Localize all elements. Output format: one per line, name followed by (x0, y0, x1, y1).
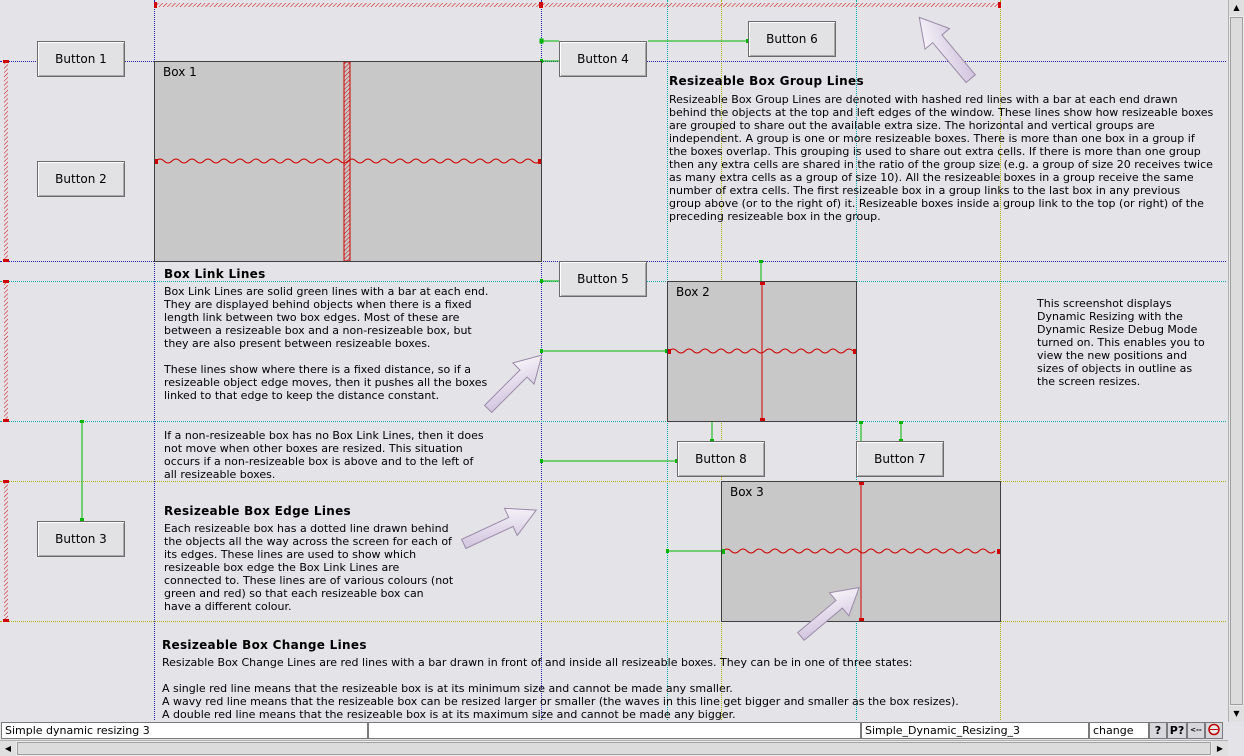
group-lines-body: Resizeable Box Group Lines are denoted with hashed red lines with a bar at each end drawn behind the objects at the top and left edges of the window. These lines show how resizeable boxes are grouped to share out the available extra size. The horizontal and vertical groups are independent. A group is one or more resizeable boxes. There is more than one box in a group if the boxes overlap. This grouping is used to share out extra cells. If there is more than one group then any extra cells are shared in the ratio of the group size (e.g. a group of size 20 receives twice as many extra cells as a group of size 10). All the resizeable boxes in a group receive the same number of extra cells. The first resizeable box in a group links to the last box in any previous group above (or to the right of) it. Resizeable boxes inside a group link to the top (or right) of the preceding resizeable box in the group. (669, 93, 1214, 223)
change-lines-body-3: A wavy red line means that the resizeable box can be resized larger or smaller (the waves in this line get bigger and smaller as the box resizes). (162, 695, 959, 708)
status-name: Simple_Dynamic_Resizing_3 (861, 722, 1089, 739)
button-8[interactable]: Button 8 (677, 441, 765, 477)
vertical-scrollbar[interactable] (1228, 0, 1244, 722)
box-3-label: Box 3 (730, 485, 764, 499)
status-mode: change (1089, 722, 1149, 739)
button-2[interactable]: Button 2 (37, 161, 125, 197)
edge-lines-title: Resizeable Box Edge Lines (164, 504, 351, 518)
record-icon[interactable] (1205, 722, 1223, 739)
status-middle (368, 722, 861, 739)
box-1-label: Box 1 (163, 65, 197, 79)
link-lines-title: Box Link Lines (164, 267, 266, 281)
group-lines-title: Resizeable Box Group Lines (669, 74, 864, 88)
button-3[interactable]: Button 3 (37, 521, 125, 557)
side-note: This screenshot displays Dynamic Resizing with the Dynamic Resize Debug Mode turned on. This enables you to view the new positions and sizes of objects in outline as the screen resizes. (1037, 297, 1205, 388)
scroll-thumb[interactable] (1230, 17, 1243, 705)
change-lines-title: Resizeable Box Change Lines (162, 638, 367, 652)
link-lines-body-2: These lines show where there is a fixed distance, so if a resizeable object edge moves, then it pushes all the boxes linked to that edge to keep the distance constant. (164, 363, 488, 402)
change-lines-body-1: Resizable Box Change Lines are red lines with a bar drawn in front of and inside all resizeable boxes. They can be in one of three states: (162, 656, 913, 669)
button-4[interactable]: Button 4 (559, 41, 647, 77)
button-1[interactable]: Button 1 (37, 41, 125, 77)
button-7[interactable]: Button 7 (856, 441, 944, 477)
link-lines-body-1: Box Link Lines are solid green lines with a bar at each end. They are displayed behind objects when there is a fixed length link between two box edges. Most of these are between a resizeable box and a non-resizeable box, but they are also present between resizeable boxes. (164, 285, 489, 350)
horizontal-scroll-thumb[interactable] (17, 742, 1211, 755)
change-lines-body-2: A single red line means that the resizeable box is at its minimum size and cannot be made any smaller. (162, 682, 733, 695)
edge-lines-body: Each resizeable box has a dotted line drawn behind the objects all the way across the screen for each of its edges. These lines are used to show which resizeable box edge the Box Link Lines are connected to. These lines are of various colours (not green and red) so that each resizeable box can have a different colour. (164, 522, 454, 613)
link-lines-body-3: If a non-resizeable box has no Box Link Lines, then it does not move when other boxes are resized. This situation occurs if a non-resizeable box is above and to the left of all resizeable boxes. (164, 429, 484, 481)
context-help-button[interactable]: P? (1167, 722, 1187, 739)
resize-arrows-button[interactable]: <-- (1187, 722, 1205, 739)
box-2-label: Box 2 (676, 285, 710, 299)
scroll-up-button[interactable]: ▲ (1229, 0, 1244, 16)
change-lines-body-4: A double red line means that the resizeable box is at its maximum size and cannot be made any bigger. (162, 708, 736, 721)
button-6[interactable]: Button 6 (748, 21, 836, 57)
help-button[interactable]: ? (1149, 722, 1167, 739)
scroll-left-button[interactable]: ◀ (0, 741, 16, 756)
scroll-down-button[interactable]: ▼ (1229, 706, 1244, 722)
status-left: Simple dynamic resizing 3 (1, 722, 368, 739)
button-5[interactable]: Button 5 (559, 261, 647, 297)
horizontal-scrollbar[interactable] (0, 740, 1228, 756)
scroll-right-button[interactable]: ▶ (1212, 741, 1228, 756)
